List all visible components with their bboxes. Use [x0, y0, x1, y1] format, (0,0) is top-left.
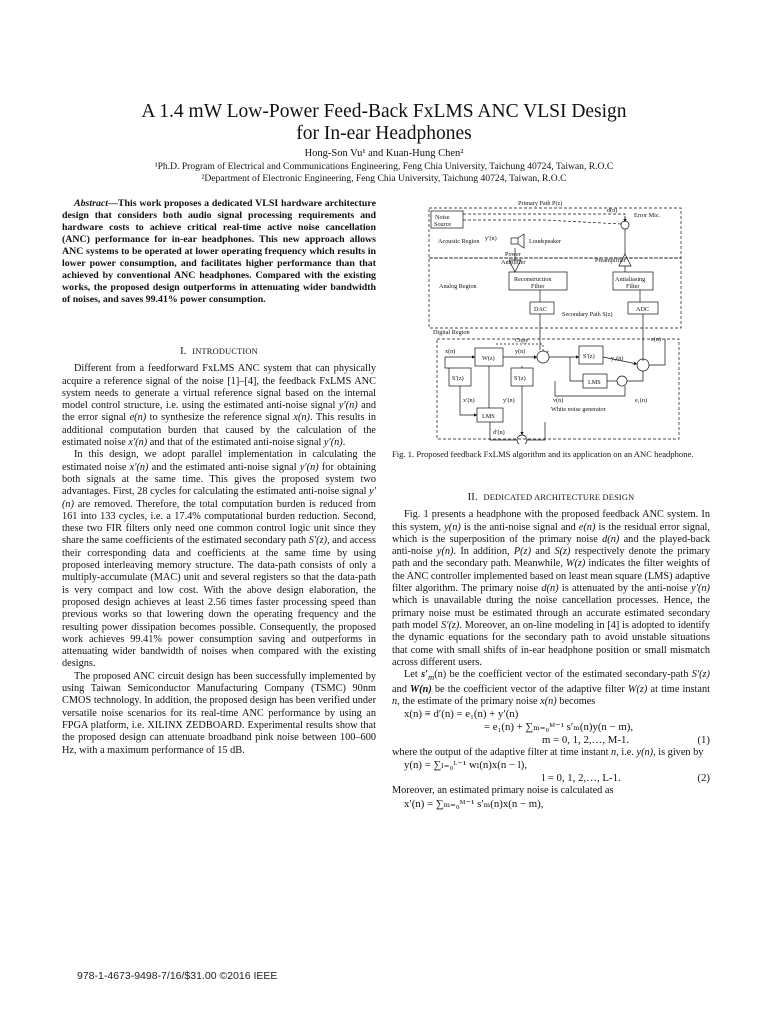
- fig-label-plus: +: [546, 349, 550, 356]
- fig-label-dac: DAC: [534, 306, 548, 313]
- fig-label-yprime: y′(n): [503, 397, 515, 404]
- fig-label-lms-2: LMS: [482, 413, 495, 420]
- section-2-paragraph-3: where the output of the adaptive filter at time instant n, i.e. y(n), is given by: [392, 747, 704, 759]
- intro-paragraph-1: Different from a feedforward FxLMS ANC system that can physically acquire a reference signal of the noise [1]–[4], the feedback FxLMS ANC system needs to generate a virtual reference signal based on the internal model control structure, i.e. using the estimated anti-noise signal y′(n) and the error signal e(n) to synthesize the reference signal x(n). This results in additional computation burden that caused by the calculation of the estimated noise x′(n) and that of the estimated anti-noise signal y′(n).: [62, 363, 376, 449]
- fig-label-copy: Copy: [515, 337, 529, 344]
- fig-label-vn: v(n): [553, 397, 564, 404]
- fig-label-dprime: d′(n): [493, 429, 505, 436]
- fig-label-s-hat-1: S′(z): [452, 375, 464, 382]
- section-1-number: I.: [180, 346, 187, 357]
- fig-label-acoustic-region: Acoustic Region: [438, 238, 480, 245]
- abstract-text: This work proposes a dedicated VLSI hardware architecture design that considers both audio signal processing requirements and hardware costs to achieve critical real-time active noise cancellation (ANC) performance for in-ear headphones. This new approach allows ANC systems to be operated at lower operating frequency which results in lower power consumption, and facilitates higher performance than that achieved by conventional ANC headphones. Compared with the existing works, the proposed design outperforms in attenuating wider bandwidth of noises, and saves 99.41% power consumption.: [62, 198, 376, 305]
- section-2-heading: [392, 492, 710, 504]
- title-line-1: A 1.4 mW Low-Power Feed-Back FxLMS ANC VLSI Design: [141, 101, 627, 122]
- equation-1-number: (1): [697, 734, 710, 747]
- equation-2-line-2: l = 0, 1, 2,…, L-1. (2): [542, 772, 710, 785]
- right-column-body: [392, 492, 710, 811]
- intro-paragraph-3: The proposed ANC circuit design has been successfully implemented by using Taiwan Semiconductor Manufacturing Company (TSMC) 90nm CMOS technology. In addition, the proposed design has been verified under versatile noise scenarios for its real-time ANC performance by using an FPGA platform, i.e. XILINX ZEDBOARD. Experimental results show that the proposed design can attenuate broadband pink noise between 100–600 Hz, with a maximum performance of 15 dB.: [62, 670, 376, 756]
- left-column-body: [62, 346, 376, 757]
- equation-2-number: (2): [697, 772, 710, 785]
- section-2-paragraph-4: Moreover, an estimated primary noise is calculated as: [392, 785, 614, 797]
- equation-2-line-1: y(n) = ∑ₗ₌₀ᴸ⁻¹ wₗ(n)x(n − l),: [404, 759, 528, 772]
- fig-label-antialiasing: Antialiasing: [615, 276, 646, 283]
- fig-label-digital-region: Digital Region: [433, 329, 470, 336]
- authors: Hong-Son Vu¹ and Kuan-Hung Chen²: [304, 148, 464, 159]
- fig-label-yn: y(n): [515, 348, 526, 355]
- fig-label-adc: ADC: [636, 306, 650, 313]
- title-line-2: for In-ear Headphones: [296, 123, 472, 144]
- loudspeaker-icon: [511, 238, 518, 244]
- equation-1-line-3: m = 0, 1, 2,…, M-1. (1): [542, 734, 710, 747]
- fig-label-filter-2: Filter: [626, 283, 640, 290]
- fig-label-white-noise: White noise generator: [551, 406, 606, 413]
- paper-title: [60, 101, 708, 145]
- error-mic-node: [621, 221, 629, 229]
- section-2-paragraph-1: Fig. 1 presents a headphone with the proposed feedback ANC system. In this system, y(n) is the anti-noise signal and e(n) is the residual error signal, which is the superposition of the primary noise d(n) and the played-back anti-noise y(n). In addition, P(z) and S(z) respectively denote the primary path and the secondary path. Meanwhile, W(z) indicates the filter weights of the ANC controller implemented based on least mean square (LMS) adaptive filter algorithm. The primary noise d(n) is attenuated by the anti-noise y′(n) which is unavailable during the noise cancellation processes. Hence, the primary noise must be estimated through an accurate estimated secondary path model S′(z). Moreover, an on-line modeling in [4] is adopted to identify the dynamic equations for the secondary path to avoid unstable situations that come with small shifts of in-ear headphone position or small mismatch across different users.: [392, 509, 711, 668]
- fig-label-amplifier: Amplifier: [501, 259, 526, 266]
- equation-3-line-1: x′(n) = ∑ₘ₌₀ᴹ⁻¹ s′ₘ(n)x(n − m),: [404, 797, 544, 810]
- section-2-number: II.: [467, 492, 478, 503]
- fig-label-lms-1: LMS: [588, 379, 601, 386]
- fig-label-xprime: x′(n): [463, 397, 475, 404]
- figure-1-caption: Fig. 1. Proposed feedback FxLMS algorithm and its application on an ANC headphone.: [392, 449, 694, 459]
- fig-label-preamplifier: Preamplifier: [595, 257, 626, 264]
- fig-label-yprime-acoustic: y′(n): [485, 235, 497, 242]
- fig-label-secondary-path: Secondary Path S(z): [562, 311, 613, 318]
- section-2-paragraph-2: Let $s'_m(n)$ be the coefficient vector of the estimated secondary-path S′(z) and W(n) be the coefficient vector of the adaptive filter W(z) at time instant n, the estimate of the primary noise x(n) becomes: [392, 669, 710, 707]
- fig-label-minus: −: [533, 356, 537, 363]
- fig-label-analog-region: Analog Region: [439, 283, 477, 290]
- intro-paragraph-2: In this design, we adopt parallel implementation in calculating the estimated noise x′(n) and the estimated anti-noise signal y′(n) for obtaining both signals at the same time. This gives the proposed system two advantages. First, 28 cycles for calculating the estimated anti-noise signal y′(n) are removed. Therefore, the total computation burden is reduced from 161 into 133 cycles, i.e. a 17.4% computational burden reduction. Second, these two FIR filters only need one common control logic unit since they share the same coefficients of the estimated secondary path S′(z), and access their corresponding data and coefficients at the same time by using proposed interleaving memory structure. The data-path consists of only a multiply-accumulate (MAC) unit and several registers so that the data-path is very compact and low cost. With the above design elaboration, the proposed design achieves at least 2.56 times faster processing speed than previous works so that lowering down the operating frequency and the resulting power dissipation becomes possible. Consequently, the proposed work achieves 99.41% power consumption saving and outperforms in attenuating wider bandwidth of noises when compared with the existing designs.: [62, 449, 376, 670]
- fig-label-s-hat-2: S′(z): [514, 375, 526, 382]
- fig-label-s-hat-3: S′(z): [583, 353, 595, 360]
- abstract: [62, 198, 376, 306]
- copyright-footer: 978-1-4673-9498-7/16/$31.00 ©2016 IEEE: [77, 970, 278, 982]
- equation-1-line-1: x(n) ≡ d′(n) = e₁(n) + y′(n): [404, 708, 519, 721]
- fig-label-en: e(n): [651, 336, 661, 343]
- fig-label-xn: x(n): [445, 348, 456, 355]
- fig-label-e1n: e₁(n): [635, 397, 648, 404]
- section-1-heading: [62, 346, 376, 358]
- sum-node-3: [617, 376, 627, 386]
- fig-label-y1n: y₁(n): [611, 355, 624, 362]
- fig-label-dn: d(n): [607, 207, 618, 214]
- fig-label-reconstruction: Reconstruction: [514, 276, 552, 283]
- abstract-label: Abstract—: [74, 198, 118, 209]
- figure-1-diagram: [425, 196, 685, 444]
- fig-label-filter-1: Filter: [531, 283, 545, 290]
- fig-label-error-mic: Error Mic.: [634, 212, 661, 219]
- fig-label-source: Source: [434, 221, 452, 228]
- equation-1-line-2: = e₁(n) + ∑ₘ₌₀ᴹ⁻¹ s′ₘ(n)y(n − m),: [484, 721, 634, 734]
- affiliation-2: ²Department of Electronic Engineering, Feng Chia University, Taichung 40724, Taiwan, R.O.C: [201, 173, 567, 184]
- affiliation-1: ¹Ph.D. Program of Electrical and Communications Engineering, Feng Chia University, Taichung 40724, Taiwan, R.O.C: [154, 161, 614, 172]
- fig-label-w-block: W(z): [482, 355, 495, 362]
- sum-node-4: [517, 435, 527, 444]
- fig-label-noise: Noise: [435, 214, 450, 221]
- section-1-title: INTRODUCTION: [192, 347, 258, 356]
- fig-label-primary-path: Primary Path P(z): [518, 200, 563, 207]
- fig-label-loudspeaker: Loudspeaker: [529, 238, 561, 245]
- section-2-title: DEDICATED ARCHITECTURE DESIGN: [483, 493, 635, 502]
- fig-label-power: Power: [505, 251, 521, 258]
